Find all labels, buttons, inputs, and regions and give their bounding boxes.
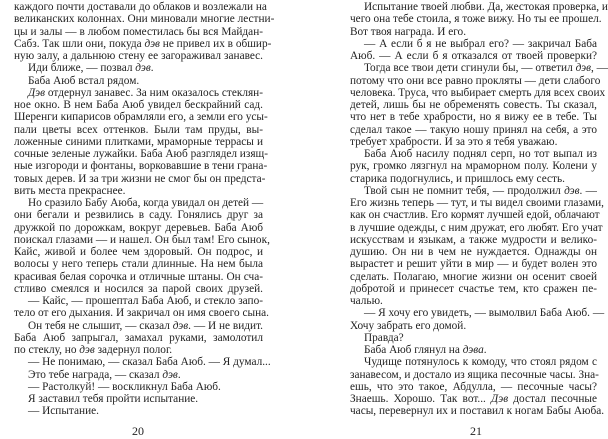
text-line <box>14 172 266 185</box>
text-segment: Баба Аюб насилу поднял серп, но тот выпал из <box>364 148 597 160</box>
text-line <box>350 320 597 332</box>
text-line <box>14 124 263 136</box>
text-line <box>350 405 605 418</box>
text-segment: отдернул занавес. За ним оказалось стеклян- <box>45 86 263 99</box>
text-line <box>350 283 597 295</box>
text-segment: . <box>150 62 154 75</box>
text-line <box>350 173 597 185</box>
text-segment: Вот твоя награда. И его. <box>350 25 467 38</box>
text-line <box>350 62 608 75</box>
text-line <box>350 393 597 405</box>
text-line <box>350 344 597 356</box>
text-segment: Это тебе награда, — сказал <box>28 368 163 381</box>
text-segment: каждого почти доставали до облаков и возлежали на <box>14 1 267 13</box>
text-segment: Сабз. Так шли они, покуда <box>14 37 145 50</box>
italic-word: дэв <box>162 368 178 381</box>
text-line <box>14 356 271 369</box>
text-line <box>350 136 597 148</box>
text-line <box>14 393 263 405</box>
page-number: 21 <box>470 424 482 438</box>
text-segment: товых дерев. И за три жизни не смог бы он предста- <box>14 172 266 185</box>
text-segment: добротой и принесет счастье тем, кто сражен пе- <box>350 282 597 295</box>
text-line <box>350 356 597 368</box>
text-segment: Тогда все твои дети сгинули бы, — ответил <box>364 62 576 75</box>
italic-word: дэв <box>79 344 95 356</box>
text-segment: не привел их в обшир- <box>159 37 272 50</box>
text-segment: Я заставил тебя пройти испытание. <box>28 393 199 405</box>
text-line <box>14 381 263 393</box>
text-segment: . — <box>579 184 597 197</box>
text-segment: занавесом, и достало из ящика песочные часы. Зна- <box>350 368 599 381</box>
text-segment: . <box>177 368 181 381</box>
text-line <box>350 307 605 320</box>
text-line <box>350 246 597 258</box>
text-segment: — Кайс, — прошептал Баба Аюб, и стекло запо- <box>28 295 263 307</box>
text-segment: стливо смеялся и носился за парой своих друзей. <box>14 282 263 295</box>
text-segment: поискал глазами — и нашел. Он был там! Его сынок, <box>14 233 270 246</box>
text-line <box>14 148 268 160</box>
text-segment: ложенные синими плитками, мраморные террасы и <box>14 135 263 148</box>
text-line <box>14 185 263 197</box>
text-line <box>350 74 601 87</box>
text-segment: пали цветы всех оттенков. Были там пруды, вы- <box>14 123 263 136</box>
text-line <box>14 62 263 74</box>
text-line <box>350 221 603 234</box>
text-line <box>350 295 597 307</box>
text-line <box>14 160 268 173</box>
text-line <box>14 405 263 417</box>
text-segment: Баба Аюб запрыгал, замахал руками, замолотил <box>14 331 263 344</box>
text-segment: часы, перевернул их и поставил к ногам Бабы Аюба. <box>350 405 605 418</box>
text-line <box>14 209 263 221</box>
text-segment: искусствам и языкам, а также мудрости и велико- <box>350 233 597 246</box>
text-line <box>350 369 597 381</box>
text-line <box>350 332 597 344</box>
italic-word: дэв <box>144 37 160 50</box>
text-segment: достал песочные <box>508 393 597 405</box>
text-line <box>14 197 263 209</box>
text-line <box>350 209 600 222</box>
text-segment: чего она тебе стоила, я тоже вижу. Но ты ее прошел. <box>350 13 602 26</box>
text-line <box>14 332 263 344</box>
right-page <box>300 0 608 439</box>
text-segment: они бегали и резвились в саду. Гонялись друг за <box>14 209 263 222</box>
text-segment: душию. Он ни в чем не нуждается. Однажды он <box>350 246 597 258</box>
text-line <box>350 13 602 26</box>
text-segment: Иди ближе, — позвал <box>28 62 136 75</box>
text-segment: сделал такое — такую ношу принял на себя, а это <box>350 123 597 136</box>
text-segment: Аюб. — А если б я отказался от твоей проверки? <box>350 50 597 62</box>
text-segment: чалью. <box>350 295 383 307</box>
text-segment: детей, лишь бы не обременять совесть. Ты сказал, <box>350 99 597 111</box>
text-line <box>350 38 597 50</box>
text-line <box>14 283 263 295</box>
text-line <box>14 75 263 87</box>
text-segment: сделать. Полагаю, многие жизни он осенит своей <box>350 270 597 283</box>
text-segment: ешь, что это такое, Абдулла, — песочные часы? <box>350 380 597 393</box>
text-line <box>350 111 597 123</box>
text-segment: в лучшие одежды, с ним дружат, его любят. Его учат <box>350 221 603 234</box>
text-line <box>14 369 263 381</box>
text-segment: волосы у него теперь стали длинные. На нем была <box>14 258 263 271</box>
text-line <box>350 99 597 111</box>
text-line <box>350 160 597 172</box>
text-line <box>350 234 597 246</box>
text-segment: рук, громко лязгнул на мраморном полу. Колени у <box>350 160 597 173</box>
text-segment: потому что они все равно прокляты — дети слабого <box>350 74 601 87</box>
text-line <box>350 124 597 136</box>
text-line <box>350 258 597 270</box>
text-segment: ное окно. В нем Баба Аюб увидел бескрайний сад. <box>14 99 263 111</box>
text-line <box>14 136 263 148</box>
text-segment: задернул полог. <box>94 344 173 356</box>
page-number: 20 <box>132 424 144 438</box>
text-line <box>14 246 263 258</box>
text-segment: дружкой по дорожкам, вокруг деревьев. Баба Аюб <box>14 221 263 234</box>
text-segment: . <box>483 344 487 356</box>
text-line <box>14 295 263 307</box>
italic-word: дэв <box>135 62 151 75</box>
text-segment: Его жизнь теперь — тут, и ты видел своими глазами, <box>350 197 605 209</box>
text-segment: Шеренги кипарисов обрамляли его, а земли его усы- <box>14 111 268 124</box>
text-segment: — Не понимаю, — сказал Баба Аюб. — Я думал... <box>28 356 271 369</box>
text-line <box>14 307 269 320</box>
text-line <box>14 222 263 234</box>
text-line <box>350 26 597 38</box>
text-line <box>14 99 263 111</box>
text-segment: — Растолкуй! — воскликнул Баба Аюб. <box>28 380 221 393</box>
text-segment: тело от его дыхания. И закричал он имя своего сына. <box>14 307 269 320</box>
italic-word: дэв <box>575 62 592 75</box>
text-line <box>14 13 275 26</box>
text-segment: требует храбрости. И за это я тебя уважаю. <box>350 135 558 148</box>
text-line <box>350 271 597 283</box>
text-segment: Кайс, живой и более чем здоровый. Он подрос, и <box>14 246 263 258</box>
text-segment: ные изгороди и фонтаны, ворковавшие в тени грана- <box>14 160 268 173</box>
text-segment: Баба Аюб глянул на <box>364 344 463 356</box>
text-line <box>350 50 597 62</box>
text-segment: . — И не видит. <box>188 319 263 332</box>
text-segment: Чудище потянулось к комоду, что стоял рядом с <box>364 356 597 369</box>
text-segment: человека. Труса, что выбирает смерть для всех своих <box>350 86 606 99</box>
text-line <box>14 1 267 13</box>
text-line <box>350 148 597 160</box>
text-segment: вить места прекраснее. <box>14 184 126 197</box>
text-line <box>14 37 272 50</box>
text-segment: Он тебя не слышит, — сказал <box>28 319 173 332</box>
text-segment: Хочу забрать его домой. <box>350 319 467 332</box>
text-line <box>14 26 263 38</box>
text-segment: великанских колоннах. Они миновали многие лестни- <box>14 13 275 26</box>
italic-word: дэва <box>462 344 484 356</box>
text-segment: цы и залы — в любом поместилась бы вся Майдан- <box>14 25 263 38</box>
text-segment: Испытание твоей любви. Да, жестокая проверка, и <box>364 1 608 13</box>
page-text <box>14 0 275 418</box>
text-line <box>14 87 263 99</box>
text-segment: — А если б я не выбрал его? — закричал Баба <box>364 37 597 50</box>
italic-word: дэв <box>564 184 580 197</box>
text-line <box>350 86 606 99</box>
text-line <box>14 271 263 283</box>
text-line <box>14 258 263 270</box>
left-page <box>0 0 300 439</box>
text-line <box>350 381 597 393</box>
page-text <box>350 0 608 418</box>
text-segment: Правда? <box>364 331 404 344</box>
text-segment: красивая белая сорочка и отличные штаны. Он сча- <box>14 270 263 283</box>
italic-word: дэв <box>172 319 189 332</box>
text-segment: сочные зеленые лужайки. Баба Аюб разглядел изящ- <box>14 148 268 160</box>
italic-word: Дэв <box>28 86 46 99</box>
text-segment: Знаешь. Хорошо. Так вот... <box>350 393 492 405</box>
text-segment: Твой сын не помнит тебя, — продолжил <box>364 184 565 197</box>
text-segment: как он счастлив. Его кормят лучшей едой, облачают <box>350 209 600 222</box>
text-segment: вырастет и решит уйти в мир — и будет волен это <box>350 258 597 271</box>
text-segment: — Испытание. <box>28 405 99 418</box>
text-segment: ную залу, а дальнюю стену ее загораживал занавес. <box>14 50 263 62</box>
text-line <box>350 197 605 209</box>
text-line <box>14 111 268 124</box>
text-segment: старика подогнулись, и пришлось ему сесть. <box>350 172 565 185</box>
text-segment: — Я хочу его увидеть, — вымолвил Баба Аюб. — <box>364 307 605 320</box>
text-segment: Баба Аюб встал рядом. <box>28 74 140 87</box>
italic-word: Дэв <box>491 393 509 405</box>
text-line <box>350 185 597 197</box>
text-segment: что нет в тебе храбрости, но я вижу ее в тебе. Ты <box>350 111 597 124</box>
text-line <box>14 233 270 246</box>
text-segment: по стеклу, но <box>14 344 80 356</box>
text-segment: Но сразило Бабу Аюба, когда увидал он детей — <box>28 197 264 209</box>
text-line <box>14 344 263 356</box>
text-segment: , — <box>591 62 608 75</box>
text-line <box>14 320 263 332</box>
text-line <box>350 1 608 13</box>
text-line <box>14 50 263 62</box>
